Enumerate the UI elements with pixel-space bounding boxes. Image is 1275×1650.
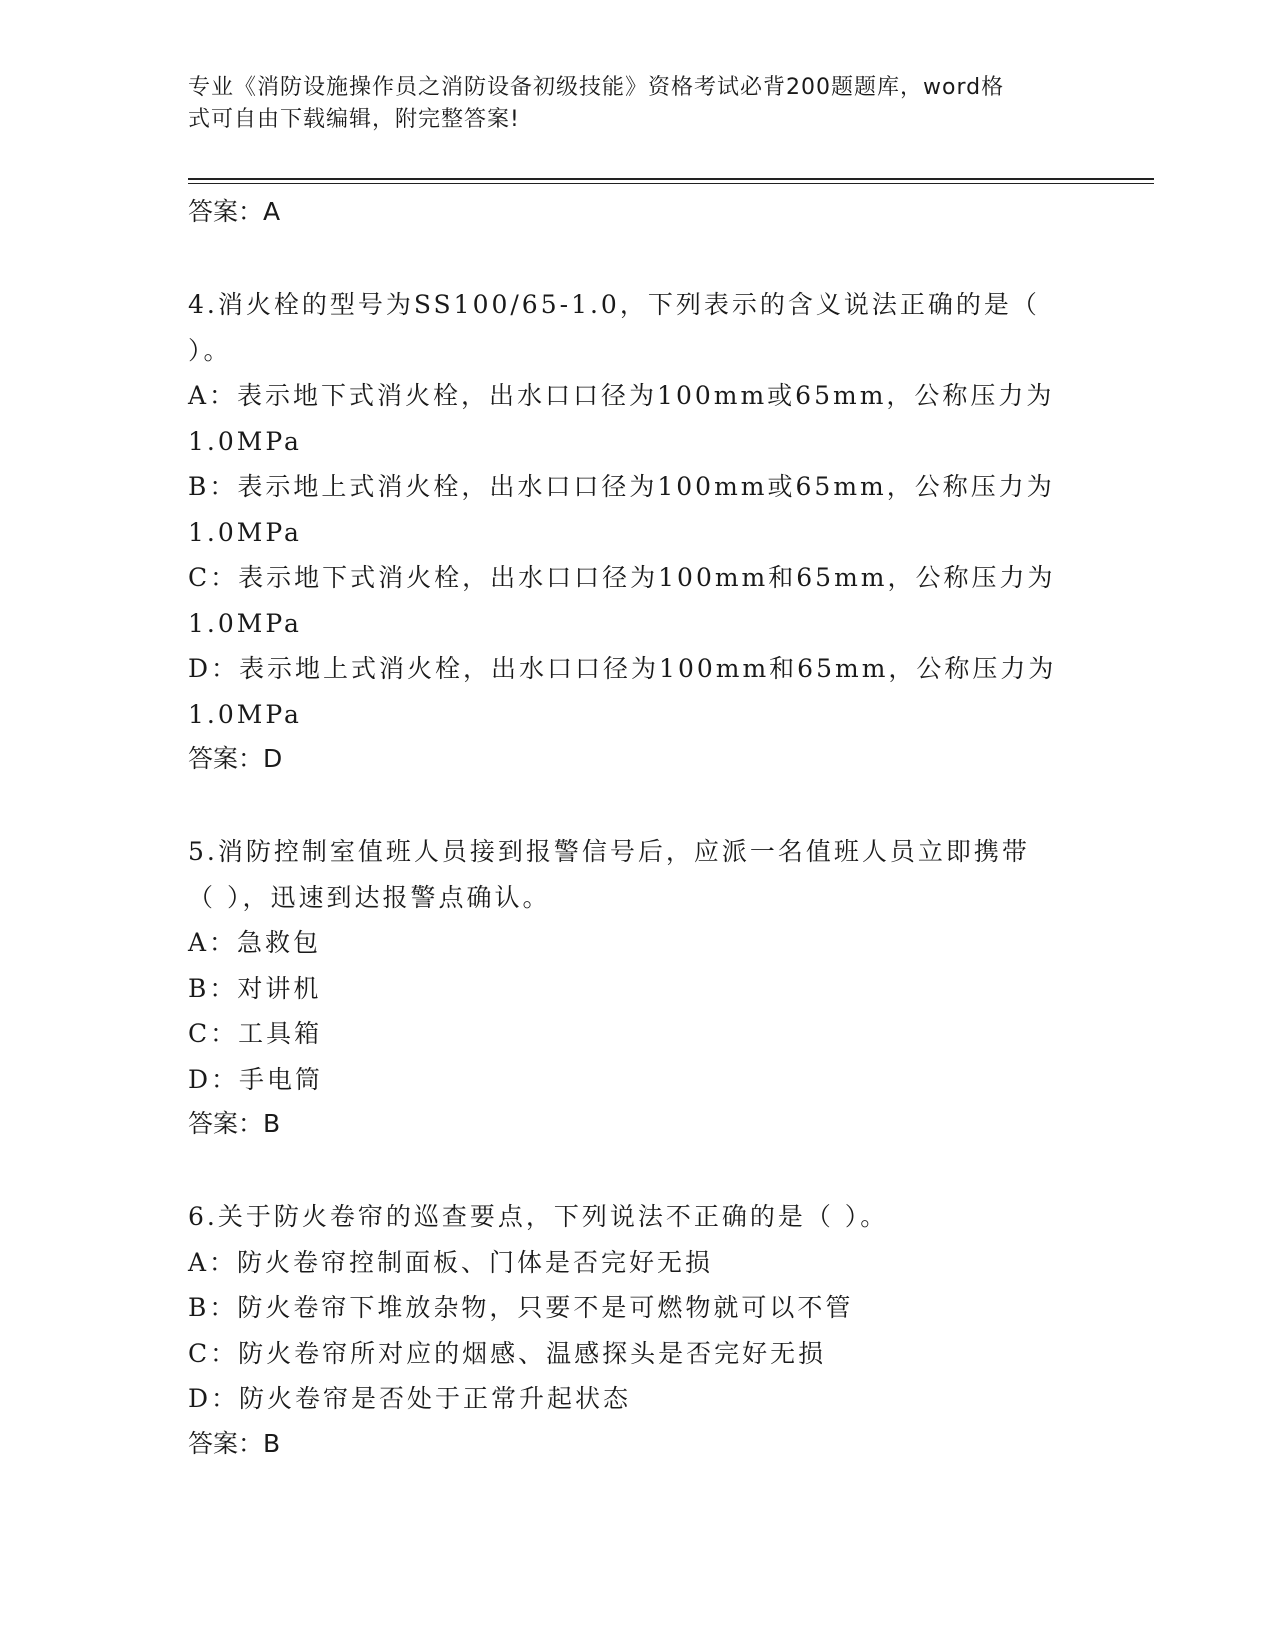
question-6	[188, 1194, 1088, 1466]
header-line-1: 专业《消防设施操作员之消防设备初级技能》资格考试必背200题题库，word格	[188, 75, 1005, 100]
question-4-stem-line-2: ）。	[188, 335, 232, 365]
document-header	[188, 72, 1088, 136]
header-line-2: 式可自由下载编辑，附完整答案!	[188, 107, 520, 132]
question-5-stem-line-1: 5.消防控制室值班人员接到报警信号后，应派一名值班人员立即携带	[188, 837, 1030, 866]
question-6-option-d: D：防火卷帘是否处于正常升起状态	[188, 1384, 632, 1413]
question-5	[188, 829, 1088, 1146]
question-4-option-c-cont: 1.0MPa	[188, 608, 302, 638]
question-4-option-a-cont: 1.0MPa	[188, 426, 302, 456]
header-divider-thin	[188, 183, 1154, 184]
question-4-option-d-cont: 1.0MPa	[188, 699, 302, 729]
question-6-answer: 答案：B	[188, 1428, 281, 1458]
question-4-answer: 答案：D	[188, 744, 283, 773]
question-4	[188, 282, 1088, 781]
question-4-stem-line-1: 4.消火栓的型号为SS100/65-1.0，下列表示的含义说法正确的是（	[188, 290, 1040, 319]
question-6-option-a: A：防火卷帘控制面板、门体是否完好无损	[188, 1247, 714, 1277]
question-6-stem-line-1: 6.关于防火卷帘的巡查要点，下列说法不正确的是（ ）。	[188, 1202, 889, 1231]
question-6-option-b: B：防火卷帘下堆放杂物，只要不是可燃物就可以不管	[188, 1293, 854, 1322]
question-5-option-b: B：对讲机	[188, 973, 322, 1003]
question-5-option-c: C：工具箱	[188, 1019, 323, 1048]
answer-previous: 答案：A	[188, 197, 281, 226]
question-4-option-c: C：表示地下式消火栓，出水口口径为100mm和65mm，公称压力为	[188, 563, 1056, 592]
question-4-option-a: A：表示地下式消火栓，出水口口径为100mm或65mm，公称压力为	[188, 381, 1055, 410]
question-content	[188, 190, 1088, 1466]
question-4-option-b: B：表示地上式消火栓，出水口口径为100mm或65mm，公称压力为	[188, 472, 1055, 501]
question-4-option-b-cont: 1.0MPa	[188, 517, 302, 547]
question-5-answer: 答案：B	[188, 1109, 281, 1138]
question-5-option-d: D：手电筒	[188, 1064, 324, 1094]
question-4-option-d: D：表示地上式消火栓，出水口口径为100mm和65mm，公称压力为	[188, 654, 1057, 683]
header-divider-thick	[188, 178, 1154, 180]
question-6-option-c: C：防火卷帘所对应的烟感、温感探头是否完好无损	[188, 1338, 827, 1368]
question-5-option-a: A：急救包	[188, 928, 322, 957]
question-5-stem-line-2: （ ），迅速到达报警点确认。	[188, 882, 551, 912]
